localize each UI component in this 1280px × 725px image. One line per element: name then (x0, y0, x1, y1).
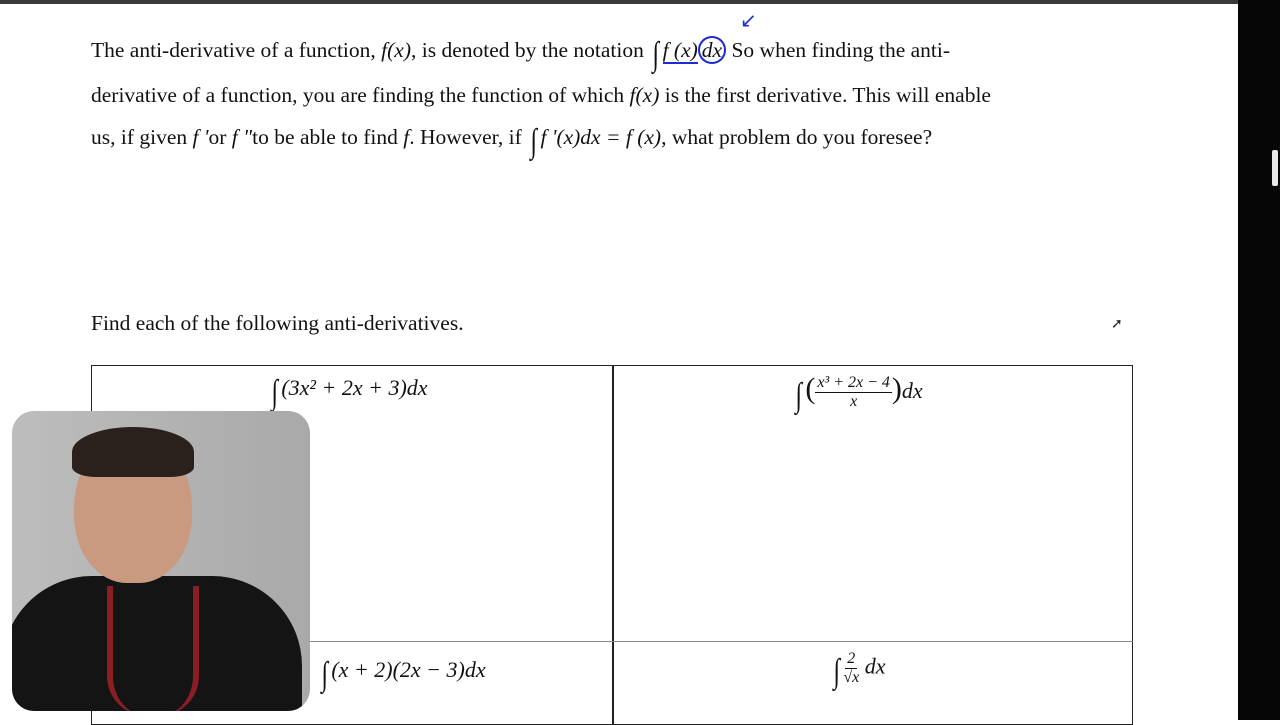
numerator: 2 (847, 650, 856, 667)
text: The anti-derivative of a function, (91, 38, 382, 62)
integral-sign: ∫ (271, 374, 278, 411)
fx: f(x) (629, 83, 660, 107)
notation-f: f (x) (662, 38, 698, 62)
denominator: √x (843, 669, 860, 686)
dx: dx (864, 653, 886, 679)
top-bar (0, 0, 1280, 4)
paren: ( (805, 372, 816, 405)
text: to be able to find (252, 125, 404, 149)
presenter-hair (72, 427, 194, 477)
paren: ) (891, 372, 902, 405)
integral-equation: f '(x)dx = f (x) (540, 125, 662, 149)
numerator: x³ + 2x − 4 (817, 374, 890, 392)
fraction (815, 374, 892, 411)
intro-line-2 (91, 83, 991, 108)
webcam-overlay (12, 411, 310, 711)
problem-1-expr: (3x² + 2x + 3)dx (281, 375, 428, 400)
right-panel (1238, 0, 1280, 720)
problem-2 (792, 372, 923, 415)
intro-line-3 (91, 123, 932, 161)
integral-sign: ∫ (795, 377, 802, 414)
fraction (843, 650, 859, 687)
text: So when finding the anti- (726, 38, 951, 62)
text: . However, if (409, 125, 528, 149)
integral-sign: ∫ (652, 36, 660, 73)
f: f (403, 125, 410, 149)
instruction: Find each of the following anti-derivatives. (91, 311, 464, 335)
dx: dx (901, 378, 923, 403)
problem-3 (318, 656, 486, 694)
scrollbar-thumb[interactable] (1272, 150, 1278, 186)
text: derivative of a function, you are finding the function of which (91, 83, 630, 107)
denominator: x (850, 393, 858, 411)
problem-3-expr: (x + 2)(2x − 3)dx (331, 657, 486, 682)
text: is the first derivative. This will enable (659, 83, 991, 107)
text: , what problem do you foresee? (661, 125, 933, 149)
integral-sign: ∫ (833, 652, 840, 690)
lanyard (107, 586, 199, 711)
text: or (208, 125, 232, 149)
problem-4 (830, 650, 885, 691)
text: , is denoted by the notation (410, 38, 650, 62)
table-divider (612, 365, 614, 725)
intro-line-1 (91, 36, 950, 74)
integral-sign: ∫ (321, 656, 328, 693)
integral-sign: ∫ (530, 123, 538, 160)
f-prime: f ' (192, 125, 209, 149)
fx: f(x) (381, 38, 411, 62)
annotation-arrow-icon: ↙ (740, 10, 757, 32)
text: us, if given (91, 125, 193, 149)
f-double-prime: f " (231, 125, 253, 149)
mouse-cursor-icon: ➚ (1111, 317, 1123, 332)
notation-dx: dx (698, 36, 726, 64)
problem-1 (268, 374, 428, 412)
